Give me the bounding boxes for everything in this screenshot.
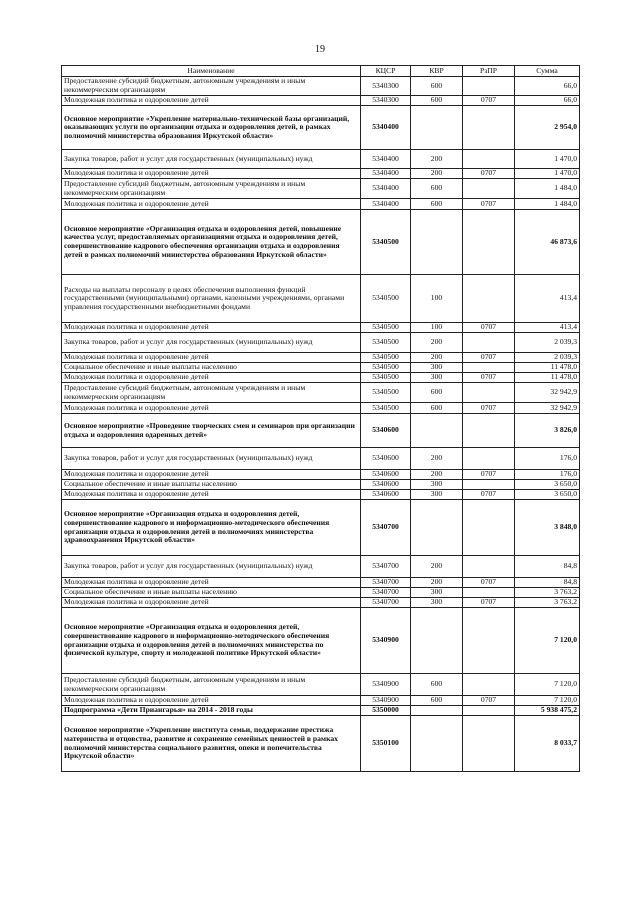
row-kvr-cell: 200 (411, 470, 463, 480)
row-name-cell: Молодежная политика и оздоровление детей (62, 199, 361, 210)
row-name-cell: Социальное обеспечение и иные выплаты населению (62, 363, 361, 373)
row-name-cell: Молодежная политика и оздоровление детей (62, 96, 361, 106)
table-row (62, 106, 580, 150)
row-kcsr-cell: 5340500 (361, 333, 411, 353)
row-rzpr-cell (463, 210, 515, 275)
row-kcsr-cell: 5340600 (361, 470, 411, 480)
row-kcsr-cell: 5340900 (361, 674, 411, 696)
row-kvr-cell: 600 (411, 96, 463, 106)
row-sum-cell: 1 484,0 (515, 179, 580, 199)
row-name-cell: Молодежная политика и оздоровление детей (62, 696, 361, 706)
page-number: 19 (315, 44, 325, 55)
row-kvr-cell: 200 (411, 353, 463, 363)
row-sum-cell: 3 826,0 (515, 414, 580, 448)
row-sum-cell: 66,0 (515, 77, 580, 96)
table-row (62, 470, 580, 480)
row-sum-cell: 7 120,0 (515, 608, 580, 674)
row-name-cell: Основное мероприятие «Организация отдыха и оздоровления детей, повышение качества услуг, предоставляемых организациями отдыха и оздоровления детей, совершенствование кадрового обеспечения организации отдыха и оздоровления детей в рамках полномочий министерства образования Иркутской области» (62, 210, 361, 275)
row-name-cell: Молодежная политика и оздоровление детей (62, 323, 361, 333)
row-rzpr-cell (463, 77, 515, 96)
budget-table (61, 65, 580, 772)
row-rzpr-cell: 0707 (463, 199, 515, 210)
row-name-cell: Молодежная политика и оздоровление детей (62, 490, 361, 500)
row-rzpr-cell: 0707 (463, 403, 515, 414)
row-kcsr-cell: 5340700 (361, 578, 411, 588)
row-name-cell: Закупка товаров, работ и услуг для государственных (муниципальных) нужд (62, 448, 361, 470)
row-rzpr-cell: 0707 (463, 490, 515, 500)
row-sum-cell: 3 848,0 (515, 500, 580, 556)
row-name-cell: Молодежная политика и оздоровление детей (62, 578, 361, 588)
row-kcsr-cell: 5340700 (361, 588, 411, 598)
row-kcsr-cell: 5340700 (361, 556, 411, 578)
row-kvr-cell: 300 (411, 490, 463, 500)
row-sum-cell: 176,0 (515, 470, 580, 480)
row-kcsr-cell: 5340600 (361, 414, 411, 448)
row-kcsr-cell: 5340500 (361, 363, 411, 373)
table-row (62, 696, 580, 706)
row-kcsr-cell: 5340400 (361, 150, 411, 169)
row-name-cell: Основное мероприятие «Организация отдыха и оздоровления детей, совершенствование кадрового и информационно-методического обеспечения организации отдыха и оздоровления детей в полномочиях министерства здравоохранения Иркутской области» (62, 500, 361, 556)
row-rzpr-cell (463, 706, 515, 716)
header-name: Наименование (62, 66, 361, 77)
row-kvr-cell (411, 608, 463, 674)
row-kvr-cell: 300 (411, 480, 463, 490)
row-kvr-cell (411, 210, 463, 275)
row-sum-cell: 5 938 475,2 (515, 706, 580, 716)
row-kcsr-cell: 5340500 (361, 323, 411, 333)
row-rzpr-cell: 0707 (463, 470, 515, 480)
table-row (62, 383, 580, 403)
row-rzpr-cell (463, 674, 515, 696)
row-kvr-cell: 200 (411, 448, 463, 470)
table-row (62, 556, 580, 578)
header-sum: Сумма (515, 66, 580, 77)
row-sum-cell: 2 954,0 (515, 106, 580, 150)
row-kvr-cell: 300 (411, 588, 463, 598)
row-rzpr-cell (463, 500, 515, 556)
table-row (62, 578, 580, 588)
row-kcsr-cell: 5340400 (361, 199, 411, 210)
row-sum-cell: 46 873,6 (515, 210, 580, 275)
table-row (62, 448, 580, 470)
row-name-cell: Социальное обеспечение и иные выплаты населению (62, 480, 361, 490)
table-row (62, 480, 580, 490)
row-sum-cell: 32 942,9 (515, 383, 580, 403)
row-rzpr-cell: 0707 (463, 96, 515, 106)
row-name-cell: Молодежная политика и оздоровление детей (62, 169, 361, 179)
row-kvr-cell: 600 (411, 77, 463, 96)
row-sum-cell: 8 033,7 (515, 716, 580, 772)
row-kcsr-cell: 5340600 (361, 448, 411, 470)
table-row (62, 363, 580, 373)
table-row (62, 373, 580, 383)
row-name-cell: Предоставление субсидий бюджетным, автономным учреждениям и иным некоммерческим организациям (62, 179, 361, 199)
table-row (62, 179, 580, 199)
row-rzpr-cell (463, 333, 515, 353)
row-kcsr-cell: 5340300 (361, 96, 411, 106)
table-row (62, 353, 580, 363)
row-kvr-cell: 600 (411, 179, 463, 199)
row-sum-cell: 32 942,9 (515, 403, 580, 414)
row-sum-cell: 176,0 (515, 448, 580, 470)
row-sum-cell: 2 039,3 (515, 333, 580, 353)
table-row (62, 169, 580, 179)
table-row (62, 199, 580, 210)
row-rzpr-cell (463, 106, 515, 150)
table-row (62, 598, 580, 608)
row-kcsr-cell: 5340500 (361, 383, 411, 403)
row-kvr-cell: 100 (411, 323, 463, 333)
row-name-cell: Молодежная политика и оздоровление детей (62, 373, 361, 383)
row-rzpr-cell (463, 556, 515, 578)
row-kvr-cell: 200 (411, 150, 463, 169)
row-rzpr-cell: 0707 (463, 696, 515, 706)
row-kvr-cell (411, 414, 463, 448)
table-body (62, 77, 580, 772)
row-kcsr-cell: 5340500 (361, 353, 411, 363)
row-kvr-cell: 200 (411, 578, 463, 588)
row-name-cell: Социальное обеспечение и иные выплаты населению (62, 588, 361, 598)
row-kcsr-cell: 5350100 (361, 716, 411, 772)
row-sum-cell: 3 650,0 (515, 480, 580, 490)
row-kvr-cell (411, 106, 463, 150)
row-name-cell: Предоставление субсидий бюджетным, автономным учреждениям и иным некоммерческим организациям (62, 674, 361, 696)
row-rzpr-cell (463, 179, 515, 199)
row-kvr-cell: 300 (411, 598, 463, 608)
row-rzpr-cell (463, 363, 515, 373)
row-rzpr-cell (463, 716, 515, 772)
row-rzpr-cell (463, 414, 515, 448)
table-row (62, 674, 580, 696)
row-kcsr-cell: 5340500 (361, 373, 411, 383)
row-sum-cell: 7 120,0 (515, 674, 580, 696)
header-kvr: КВР (411, 66, 463, 77)
row-sum-cell: 3 763,2 (515, 598, 580, 608)
row-kcsr-cell: 5340500 (361, 275, 411, 323)
row-kvr-cell (411, 706, 463, 716)
row-sum-cell: 1 484,0 (515, 199, 580, 210)
row-rzpr-cell (463, 150, 515, 169)
row-name-cell: Молодежная политика и оздоровление детей (62, 598, 361, 608)
row-kcsr-cell: 5340900 (361, 608, 411, 674)
row-name-cell: Закупка товаров, работ и услуг для государственных (муниципальных) нужд (62, 333, 361, 353)
row-kcsr-cell: 5340600 (361, 490, 411, 500)
row-kcsr-cell: 5340400 (361, 106, 411, 150)
table-row (62, 96, 580, 106)
row-kcsr-cell: 5340300 (361, 77, 411, 96)
table-row (62, 500, 580, 556)
row-name-cell: Закупка товаров, работ и услуг для государственных (муниципальных) нужд (62, 556, 361, 578)
row-kcsr-cell: 5340600 (361, 480, 411, 490)
row-kvr-cell: 200 (411, 333, 463, 353)
row-name-cell: Предоставление субсидий бюджетным, автономным учреждениям и иным некоммерческим организациям (62, 77, 361, 96)
row-kcsr-cell: 5340400 (361, 179, 411, 199)
table-row (62, 323, 580, 333)
row-kcsr-cell: 5340900 (361, 696, 411, 706)
row-name-cell: Молодежная политика и оздоровление детей (62, 470, 361, 480)
row-kcsr-cell: 5340400 (361, 169, 411, 179)
table-row (62, 490, 580, 500)
row-kvr-cell: 200 (411, 169, 463, 179)
row-kcsr-cell: 5340500 (361, 210, 411, 275)
table-row (62, 275, 580, 323)
row-kcsr-cell: 5350000 (361, 706, 411, 716)
row-rzpr-cell (463, 275, 515, 323)
row-sum-cell: 3 650,0 (515, 490, 580, 500)
row-kvr-cell: 600 (411, 674, 463, 696)
row-rzpr-cell: 0707 (463, 353, 515, 363)
row-sum-cell: 84,8 (515, 578, 580, 588)
table-row (62, 150, 580, 169)
row-rzpr-cell (463, 480, 515, 490)
row-rzpr-cell: 0707 (463, 598, 515, 608)
table-row (62, 210, 580, 275)
table-row (62, 333, 580, 353)
row-sum-cell: 2 039,3 (515, 353, 580, 363)
row-sum-cell: 413,4 (515, 275, 580, 323)
row-sum-cell: 413,4 (515, 323, 580, 333)
row-kvr-cell: 300 (411, 373, 463, 383)
row-rzpr-cell (463, 608, 515, 674)
header-kcsr: КЦСР (361, 66, 411, 77)
table-header (62, 66, 580, 77)
row-rzpr-cell: 0707 (463, 169, 515, 179)
row-rzpr-cell (463, 448, 515, 470)
table-row (62, 706, 580, 716)
row-kvr-cell: 300 (411, 363, 463, 373)
row-rzpr-cell (463, 588, 515, 598)
table-row (62, 77, 580, 96)
row-kvr-cell: 100 (411, 275, 463, 323)
table-row (62, 588, 580, 598)
row-kvr-cell: 600 (411, 696, 463, 706)
row-name-cell: Предоставление субсидий бюджетным, автономным учреждениям и иным некоммерческим организациям (62, 383, 361, 403)
row-kvr-cell (411, 500, 463, 556)
row-kcsr-cell: 5340700 (361, 500, 411, 556)
row-sum-cell: 1 470,0 (515, 169, 580, 179)
row-kvr-cell: 200 (411, 556, 463, 578)
row-name-cell: Закупка товаров, работ и услуг для государственных (муниципальных) нужд (62, 150, 361, 169)
table-row (62, 608, 580, 674)
row-kcsr-cell: 5340500 (361, 403, 411, 414)
row-name-cell: Молодежная политика и оздоровление детей (62, 353, 361, 363)
row-kvr-cell: 600 (411, 403, 463, 414)
row-sum-cell: 7 120,0 (515, 696, 580, 706)
row-kvr-cell: 600 (411, 199, 463, 210)
row-rzpr-cell: 0707 (463, 578, 515, 588)
row-kvr-cell: 600 (411, 383, 463, 403)
row-sum-cell: 66,0 (515, 96, 580, 106)
row-name-cell: Основное мероприятие «Укрепление материально-технической базы организаций, оказывающих услуги по организации отдыха и оздоровления детей, в рамках полномочий министерства образования Иркутской области» (62, 106, 361, 150)
row-sum-cell: 3 763,2 (515, 588, 580, 598)
table-row (62, 403, 580, 414)
header-rzpr: РзПР (463, 66, 515, 77)
row-sum-cell: 1 470,0 (515, 150, 580, 169)
row-name-cell: Молодежная политика и оздоровление детей (62, 403, 361, 414)
row-kcsr-cell: 5340700 (361, 598, 411, 608)
row-rzpr-cell (463, 383, 515, 403)
table-row (62, 414, 580, 448)
row-rzpr-cell: 0707 (463, 323, 515, 333)
row-kvr-cell (411, 716, 463, 772)
row-sum-cell: 11 478,0 (515, 373, 580, 383)
row-name-cell: Основное мероприятие «Организация отдыха и оздоровления детей, совершенствование кадрового и информационно-методического обеспечения организации отдыха и оздоровления детей в полномочиях министерства по физической культуре, спорту и молодежной политике Иркутской области» (62, 608, 361, 674)
table-row (62, 716, 580, 772)
row-rzpr-cell: 0707 (463, 373, 515, 383)
row-name-cell: Основное мероприятие «Проведение творческих смен и семинаров при организации отдыха и оздоровления одаренных детей» (62, 414, 361, 448)
row-name-cell: Основное мероприятие «Укрепление института семьи, поддержание престижа материнства и отцовства, развитие и сохранение семейных ценностей в рамках полномочий министерства социального развития, опеки и попечительства Иркутской области» (62, 716, 361, 772)
row-sum-cell: 11 478,0 (515, 363, 580, 373)
row-sum-cell: 84,8 (515, 556, 580, 578)
row-name-cell: Подпрограмма «Дети Приангарья» на 2014 - 2018 годы (62, 706, 361, 716)
row-name-cell: Расходы на выплаты персоналу в целях обеспечения выполнения функций государственными (муниципальными) органами, казенными учреждениями, органами управления государственными внебюджетными фондами (62, 275, 361, 323)
